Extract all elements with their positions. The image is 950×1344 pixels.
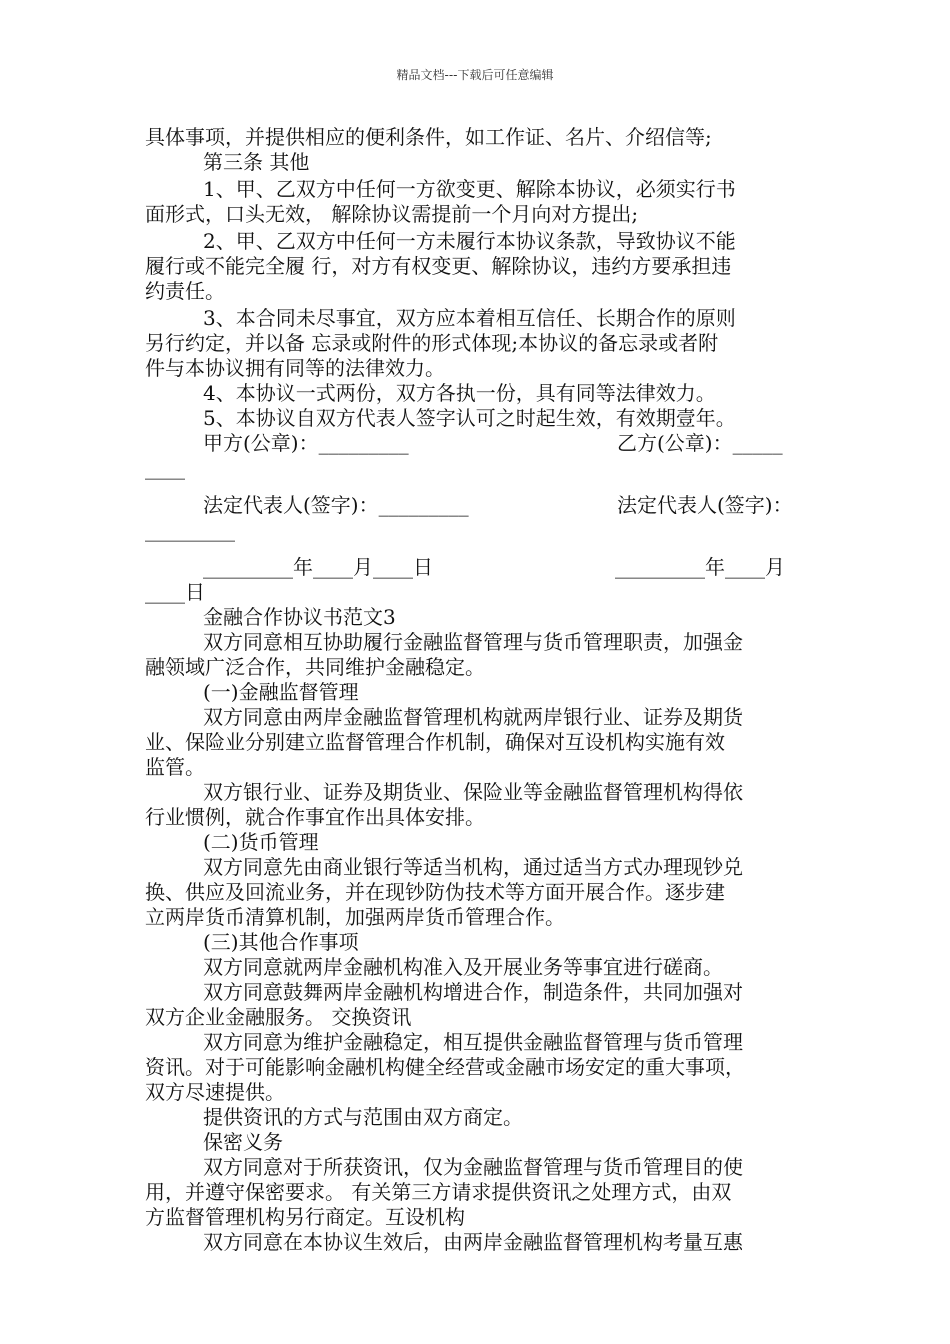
signature-row-representative (145, 493, 820, 518)
text-line: 用，并遵守保密要求。 有关第三方请求提供资讯之处理方式，由双 (145, 1180, 732, 1204)
text-line: 4、本协议一式两份，双方各执一份，具有同等法律效力。 (203, 381, 716, 405)
signature-row-date (145, 555, 820, 580)
text-line: 双方同意为维护金融稳定，相互提供金融监督管理与货币管理 (203, 1030, 743, 1054)
text-line: 双方同意先由商业银行等适当机构，通过适当方式办理现钞兑 (203, 855, 743, 879)
text-line: 行业惯例，就合作事宜作出具体安排。 (145, 805, 485, 829)
text-line: 面形式，口头无效， 解除协议需提前一个月向对方提出; (145, 202, 639, 226)
text-line: 双方尽速提供。 (145, 1080, 285, 1104)
document-body (145, 125, 820, 1255)
text-line: 双方同意由两岸金融监督管理机构就两岸银行业、证券及期货 (203, 705, 743, 729)
party-a-date-label: _________年____月____日 (203, 555, 433, 579)
text-line: 监管。 (145, 755, 205, 779)
party-a-representative-label: 法定代表人(签字)：_________ (203, 493, 469, 517)
subsection-heading: (一)金融监督管理 (203, 680, 359, 704)
signature-row-seal (145, 431, 820, 456)
party-b-representative-label: 法定代表人(签字)： (617, 493, 793, 517)
party-a-seal-label: 甲方(公章)：_________ (203, 431, 409, 455)
text-line: ____ (145, 456, 185, 480)
text-line: 3、本合同未尽事宜，双方应本着相互信任、长期合作的原则 (203, 306, 736, 330)
text-line: 双方同意就两岸金融机构准入及开展业务等事宜进行磋商。 (203, 955, 723, 979)
text-line: 1、甲、乙双方中任何一方欲变更、解除本协议，必须实行书 (203, 177, 736, 201)
article-heading: 第三条 其他 (203, 150, 310, 174)
subsection-heading: (三)其他合作事项 (203, 930, 359, 954)
text-line: 融领域广泛合作，共同维护金融稳定。 (145, 655, 485, 679)
text-line: 双方同意鼓舞两岸金融机构增进合作，制造条件，共同加强对 (203, 980, 743, 1004)
text-line: 履行或不能完全履 行，对方有权变更、解除协议，违约方要承担违 (145, 254, 732, 278)
text-line: 5、本协议自双方代表人签字认可之时起生效，有效期壹年。 (203, 406, 736, 430)
text-line: _________ (145, 518, 235, 542)
text-line: 另行约定，并以备 忘录或附件的形式体现;本协议的备忘录或者附 (145, 331, 719, 355)
text-line: ____日 (145, 580, 205, 604)
text-line: 约责任。 (145, 279, 225, 303)
subsection-heading: 保密义务 (203, 1130, 283, 1154)
text-line: 方监督管理机构另行商定。互设机构 (145, 1205, 465, 1229)
subsection-heading: (二)货币管理 (203, 830, 319, 854)
party-b-seal-label: 乙方(公章)：_____ (617, 431, 783, 455)
text-line: 资讯。对于可能影响金融机构健全经营或金融市场安定的重大事项， (145, 1055, 745, 1079)
text-line: 2、甲、乙双方中任何一方未履行本协议条款，导致协议不能 (203, 229, 736, 253)
party-b-date-label: _________年____月 (615, 555, 785, 579)
text-line: 立两岸货币清算机制，加强两岸货币管理合作。 (145, 905, 565, 929)
text-line: 换、供应及回流业务，并在现钞防伪技术等方面开展合作。逐步建 (145, 880, 725, 904)
text-line: 双方企业金融服务。 交换资讯 (145, 1005, 412, 1029)
section-title: 金融合作协议书范文3 (203, 605, 396, 629)
text-line: 双方银行业、证券及期货业、保险业等金融监督管理机构得依 (203, 780, 743, 804)
text-line: 业、保险业分别建立监督管理合作机制，确保对互设机构实施有效 (145, 730, 725, 754)
page-header-watermark: 精品文档---下载后可任意编辑 (396, 68, 554, 82)
text-line: 件与本协议拥有同等的法律效力。 (145, 356, 445, 380)
text-line: 具体事项，并提供相应的便利条件，如工作证、名片、介绍信等; (145, 125, 712, 149)
text-line: 双方同意在本协议生效后，由两岸金融监督管理机构考量互惠 (203, 1230, 743, 1254)
text-line: 双方同意相互协助履行金融监督管理与货币管理职责，加强金 (203, 630, 743, 654)
text-line: 提供资讯的方式与范围由双方商定。 (203, 1105, 523, 1129)
text-line: 双方同意对于所获资讯，仅为金融监督管理与货币管理目的使 (203, 1155, 743, 1179)
